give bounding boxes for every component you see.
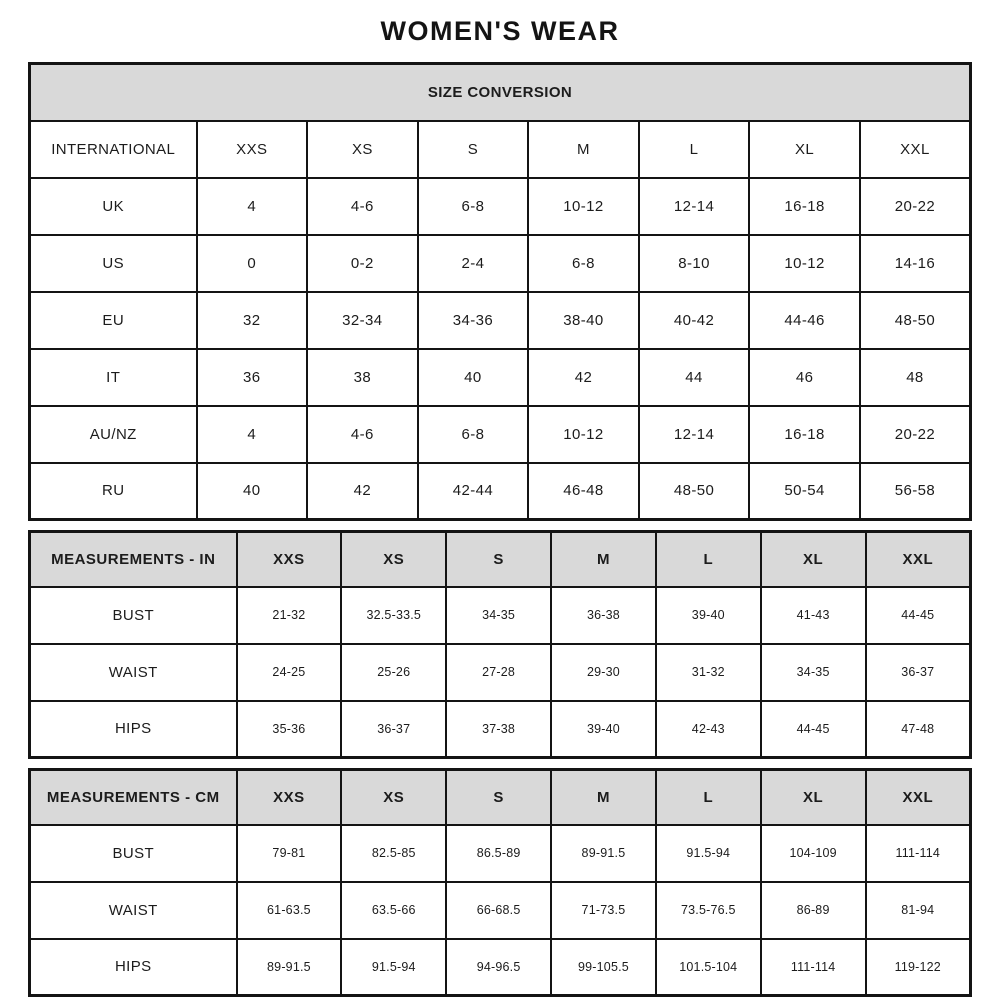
cell: 32 xyxy=(197,292,308,349)
column-header: S xyxy=(446,532,551,587)
cell: 24-25 xyxy=(237,644,342,701)
cell: 12-14 xyxy=(639,406,750,463)
cell: 40 xyxy=(197,463,308,520)
cell: 4 xyxy=(197,178,308,235)
cell: 27-28 xyxy=(446,644,551,701)
cell: 34-35 xyxy=(446,587,551,644)
cell: 42-43 xyxy=(656,701,761,758)
cell: 42 xyxy=(528,349,639,406)
cell: 10-12 xyxy=(528,178,639,235)
column-header: L xyxy=(656,770,761,825)
row-label: UK xyxy=(30,178,197,235)
cell: 16-18 xyxy=(749,406,860,463)
page-title: WOMEN'S WEAR xyxy=(380,16,620,46)
cell: 36-37 xyxy=(341,701,446,758)
cell: 94-96.5 xyxy=(446,939,551,996)
cell: 36-37 xyxy=(866,644,971,701)
cell: 41-43 xyxy=(761,587,866,644)
column-header: XXS xyxy=(237,532,342,587)
cell: 81-94 xyxy=(866,882,971,939)
table-row xyxy=(30,235,971,292)
cell: 2-4 xyxy=(418,235,529,292)
cell: 91.5-94 xyxy=(656,825,761,882)
cell: 4-6 xyxy=(307,406,418,463)
measurements-in-table xyxy=(28,530,972,759)
cell: 119-122 xyxy=(866,939,971,996)
cell: 63.5-66 xyxy=(341,882,446,939)
column-header: XL xyxy=(761,770,866,825)
cell: 0-2 xyxy=(307,235,418,292)
cell: 36 xyxy=(197,349,308,406)
cell: 38 xyxy=(307,349,418,406)
cell: 25-26 xyxy=(341,644,446,701)
cell: 14-16 xyxy=(860,235,971,292)
cell: 12-14 xyxy=(639,178,750,235)
column-header: XL xyxy=(761,532,866,587)
cell: 44-45 xyxy=(866,587,971,644)
cell: 111-114 xyxy=(761,939,866,996)
cell: 38-40 xyxy=(528,292,639,349)
cell: 73.5-76.5 xyxy=(656,882,761,939)
cell: 6-8 xyxy=(418,406,529,463)
cell: 39-40 xyxy=(656,587,761,644)
column-header: XXL xyxy=(860,121,971,178)
cell: 16-18 xyxy=(749,178,860,235)
cell: 10-12 xyxy=(749,235,860,292)
cell: 20-22 xyxy=(860,406,971,463)
column-header-row xyxy=(30,770,971,825)
cell: 101.5-104 xyxy=(656,939,761,996)
column-header-row xyxy=(30,121,971,178)
table-band-title: MEASUREMENTS - CM xyxy=(30,770,237,825)
row-label: RU xyxy=(30,463,197,520)
cell: 50-54 xyxy=(749,463,860,520)
cell: 99-105.5 xyxy=(551,939,656,996)
row-label: AU/NZ xyxy=(30,406,197,463)
cell: 89-91.5 xyxy=(237,939,342,996)
cell: 91.5-94 xyxy=(341,939,446,996)
row-label: BUST xyxy=(30,825,237,882)
cell: 86-89 xyxy=(761,882,866,939)
cell: 46 xyxy=(749,349,860,406)
cell: 44-45 xyxy=(761,701,866,758)
column-header: XXL xyxy=(866,770,971,825)
cell: 39-40 xyxy=(551,701,656,758)
cell: 20-22 xyxy=(860,178,971,235)
cell: 31-32 xyxy=(656,644,761,701)
cell: 4 xyxy=(197,406,308,463)
cell: 48 xyxy=(860,349,971,406)
cell: 34-35 xyxy=(761,644,866,701)
column-header-row xyxy=(30,532,971,587)
cell: 104-109 xyxy=(761,825,866,882)
cell: 35-36 xyxy=(237,701,342,758)
column-header: XXS xyxy=(197,121,308,178)
row-label: WAIST xyxy=(30,882,237,939)
column-header: S xyxy=(418,121,529,178)
cell: 40-42 xyxy=(639,292,750,349)
table-row xyxy=(30,406,971,463)
cell: 44 xyxy=(639,349,750,406)
table-band-title: SIZE CONVERSION xyxy=(30,64,971,121)
table-row xyxy=(30,463,971,520)
table-row xyxy=(30,825,971,882)
table-row xyxy=(30,644,971,701)
table-band-title: MEASUREMENTS - IN xyxy=(30,532,237,587)
cell: 48-50 xyxy=(639,463,750,520)
column-header: XS xyxy=(341,532,446,587)
cell: 6-8 xyxy=(418,178,529,235)
row-label: US xyxy=(30,235,197,292)
measurements-cm-table xyxy=(28,768,972,997)
table-row xyxy=(30,178,971,235)
cell: 89-91.5 xyxy=(551,825,656,882)
column-header: XXL xyxy=(866,532,971,587)
cell: 111-114 xyxy=(866,825,971,882)
cell: 4-6 xyxy=(307,178,418,235)
column-header: XXS xyxy=(237,770,342,825)
column-header: L xyxy=(639,121,750,178)
cell: 66-68.5 xyxy=(446,882,551,939)
row-label: BUST xyxy=(30,587,237,644)
column-header: XS xyxy=(307,121,418,178)
cell: 56-58 xyxy=(860,463,971,520)
row-label: EU xyxy=(30,292,197,349)
cell: 79-81 xyxy=(237,825,342,882)
cell: 32.5-33.5 xyxy=(341,587,446,644)
row-label: IT xyxy=(30,349,197,406)
column-header: M xyxy=(528,121,639,178)
table-row xyxy=(30,349,971,406)
column-header: L xyxy=(656,532,761,587)
table-band-row xyxy=(30,64,971,121)
column-header: INTERNATIONAL xyxy=(30,121,197,178)
column-header: M xyxy=(551,532,656,587)
cell: 37-38 xyxy=(446,701,551,758)
table-row xyxy=(30,939,971,996)
row-label: HIPS xyxy=(30,701,237,758)
cell: 0 xyxy=(197,235,308,292)
cell: 40 xyxy=(418,349,529,406)
cell: 82.5-85 xyxy=(341,825,446,882)
table-row xyxy=(30,882,971,939)
table-row xyxy=(30,701,971,758)
cell: 42-44 xyxy=(418,463,529,520)
column-header: M xyxy=(551,770,656,825)
cell: 86.5-89 xyxy=(446,825,551,882)
cell: 29-30 xyxy=(551,644,656,701)
row-label: HIPS xyxy=(30,939,237,996)
cell: 46-48 xyxy=(528,463,639,520)
column-header: XL xyxy=(749,121,860,178)
cell: 10-12 xyxy=(528,406,639,463)
table-row xyxy=(30,587,971,644)
cell: 44-46 xyxy=(749,292,860,349)
cell: 71-73.5 xyxy=(551,882,656,939)
column-header: XS xyxy=(341,770,446,825)
cell: 47-48 xyxy=(866,701,971,758)
cell: 42 xyxy=(307,463,418,520)
cell: 61-63.5 xyxy=(237,882,342,939)
cell: 32-34 xyxy=(307,292,418,349)
size-conversion-table xyxy=(28,62,972,521)
row-label: WAIST xyxy=(30,644,237,701)
cell: 34-36 xyxy=(418,292,529,349)
cell: 36-38 xyxy=(551,587,656,644)
cell: 6-8 xyxy=(528,235,639,292)
column-header: S xyxy=(446,770,551,825)
cell: 8-10 xyxy=(639,235,750,292)
cell: 21-32 xyxy=(237,587,342,644)
cell: 48-50 xyxy=(860,292,971,349)
table-row xyxy=(30,292,971,349)
